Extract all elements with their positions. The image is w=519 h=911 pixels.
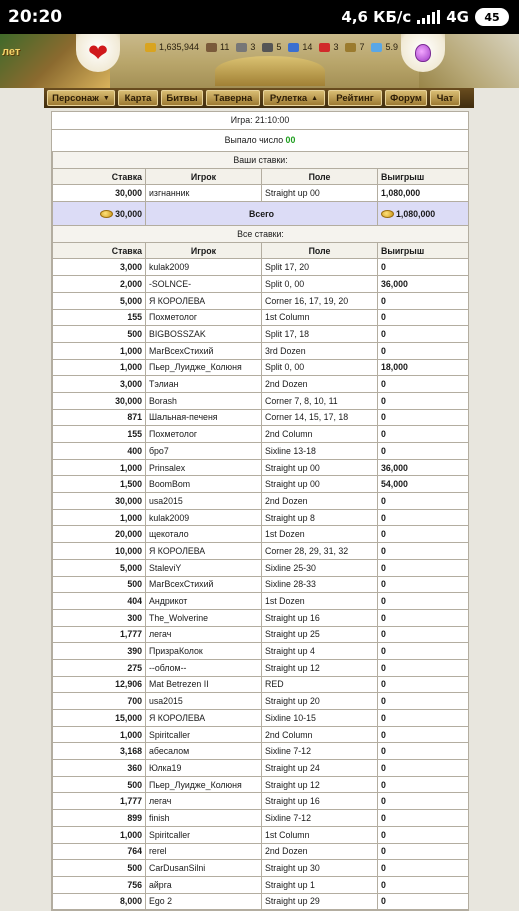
bet-field: 2nd Column [262,726,378,743]
column-header: Выигрыш [378,168,469,185]
table-row [53,843,469,860]
bet-field: Corner 7, 8, 10, 11 [262,392,378,409]
stat-value: 3 [333,42,339,52]
player-name[interactable]: МагВсехСтихий [146,342,262,359]
bet-amount: 15,000 [53,710,146,727]
stat-value: 7 [359,42,365,52]
win-amount: 0 [378,726,469,743]
health-button[interactable] [76,34,120,72]
table-row [53,710,469,727]
win-amount: 18,000 [378,359,469,376]
chain-icon [236,43,247,52]
win-amount: 36,000 [378,276,469,293]
win-amount: 36,000 [378,459,469,476]
total-win: 1,080,000 [396,208,436,219]
result-number: 00 [285,135,296,146]
table-row [53,743,469,760]
bet-field: 2nd Dozen [262,376,378,393]
bet-amount: 1,500 [53,476,146,493]
stat-value: 5.9 [385,42,398,52]
bet-amount: 5,000 [53,559,146,576]
bet-amount: 500 [53,860,146,877]
bet-field: 1st Column [262,309,378,326]
player-name[interactable]: Spiritcaller [146,826,262,843]
player-name[interactable]: BoomBom [146,476,262,493]
table-row [53,459,469,476]
bet-field: Straight up 00 [262,459,378,476]
player-name[interactable]: Тэлиан [146,376,262,393]
table-header-row [53,242,469,259]
result-line [52,129,468,151]
player-name[interactable]: The_Wolverine [146,609,262,626]
bet-amount: 3,000 [53,376,146,393]
player-name[interactable]: Похметолог [146,309,262,326]
win-amount: 0 [378,810,469,827]
win-amount: 1,080,000 [378,185,469,202]
bet-amount: 1,777 [53,793,146,810]
bet-field: Straight up 25 [262,626,378,643]
table-row [53,559,469,576]
nav-item[interactable] [206,90,260,106]
nav-item-label: Битвы [166,92,198,104]
bet-amount: 1,777 [53,626,146,643]
bet-amount: 155 [53,309,146,326]
total-row [53,202,469,226]
stat-value: 3 [250,42,256,52]
status-bar [0,0,519,34]
player-name[interactable]: StaleviY [146,559,262,576]
player-name[interactable]: легач [146,626,262,643]
bet-field: Straight up 00 [262,185,378,202]
player-name[interactable]: usa2015 [146,693,262,710]
player-name[interactable]: Шальная-печеня [146,409,262,426]
bet-field: Straight up 12 [262,659,378,676]
bet-field: Straight up 20 [262,693,378,710]
table-row [53,626,469,643]
dropdown-icon: ▼ [102,94,110,102]
nav-item[interactable] [47,90,115,106]
bet-amount: 899 [53,810,146,827]
win-amount: 0 [378,743,469,760]
player-name[interactable]: finish [146,810,262,827]
stat-value: 5 [276,42,282,52]
player-name[interactable]: BIGBOSSZAK [146,326,262,343]
main-nav [44,88,474,108]
result-label: Выпало число [224,135,284,146]
win-amount: 0 [378,626,469,643]
game-time: Игра: 21:10:00 [52,112,468,129]
column-header: Игрок [146,168,262,185]
win-amount: 0 [378,793,469,810]
bet-field: 3rd Dozen [262,342,378,359]
signal-icon [417,10,440,24]
player-name[interactable]: щекотало [146,526,262,543]
table-row [53,893,469,910]
flask-icon [288,43,299,52]
battery-level: 45 [484,10,500,24]
nav-item[interactable] [385,90,427,106]
bet-field: Corner 28, 29, 31, 32 [262,543,378,560]
stat-value: 14 [302,42,313,52]
nav-item-label: Рейтинг [336,92,374,104]
nav-item-label: Чат [436,92,454,104]
ruby-icon [319,43,330,52]
bet-field: 2nd Column [262,426,378,443]
bet-field: 2nd Dozen [262,843,378,860]
player-name[interactable]: Пьер_Луидже_Колюня [146,359,262,376]
win-amount: 0 [378,309,469,326]
bet-amount: 10,000 [53,543,146,560]
table-row [53,876,469,893]
table-row [53,726,469,743]
column-header: Поле [262,242,378,259]
table-row [53,776,469,793]
win-amount: 0 [378,893,469,910]
player-name[interactable]: CarDusanSilni [146,860,262,877]
bet-amount: 3,168 [53,743,146,760]
player-name[interactable]: Prinsalex [146,459,262,476]
bet-amount: 390 [53,643,146,660]
your-bets [53,152,469,169]
bet-amount: 1,000 [53,359,146,376]
bet-field: Straight up 12 [262,776,378,793]
table-row [53,509,469,526]
win-amount: 0 [378,326,469,343]
table-row [53,359,469,376]
bet-field: Split 0, 00 [262,276,378,293]
player-name[interactable]: Borash [146,392,262,409]
column-header: Поле [262,168,378,185]
win-amount: 0 [378,693,469,710]
table-row [53,185,469,202]
all-bets [53,226,469,243]
table-row [53,392,469,409]
table-header-row [53,168,469,185]
bet-amount: 500 [53,776,146,793]
table-row [53,309,469,326]
coin-icon [381,210,394,218]
bet-amount: 20,000 [53,526,146,543]
win-amount: 0 [378,576,469,593]
sphinx-ornament [215,56,325,86]
table-row [53,426,469,443]
table-row [53,593,469,610]
nav-item-label: Карта [124,92,152,104]
diamond-icon [371,43,382,52]
player-name[interactable]: rerel [146,843,262,860]
bet-amount: 1,000 [53,459,146,476]
player-name[interactable]: Spiritcaller [146,726,262,743]
column-header: Ставка [53,168,146,185]
nav-item[interactable] [118,90,158,106]
table-row [53,443,469,460]
bet-field: Corner 14, 15, 17, 18 [262,409,378,426]
bet-field: Straight up 8 [262,509,378,526]
win-amount: 0 [378,259,469,276]
network-type: 4G [446,8,469,26]
player-name[interactable]: Пьер_Луидже_Колюня [146,776,262,793]
status-time: 20:20 [8,7,63,27]
win-amount: 0 [378,659,469,676]
total-label: Всего [146,202,378,226]
dropdown-icon: ▲ [311,94,319,102]
bet-amount: 1,000 [53,509,146,526]
nav-item[interactable] [430,90,460,106]
player-name[interactable]: kulak2009 [146,259,262,276]
total-win-cell [378,202,469,226]
coin-icon [100,210,113,218]
player-name[interactable]: --облом-- [146,659,262,676]
player-name[interactable]: изгнанник [146,185,262,202]
table-row [53,526,469,543]
bet-amount: 300 [53,609,146,626]
win-amount: 0 [378,443,469,460]
player-name[interactable]: Mat Betrezen II [146,676,262,693]
bet-amount: 275 [53,659,146,676]
nav-item[interactable] [161,90,203,106]
battery-icon [475,8,509,26]
table-row [53,659,469,676]
win-amount: 0 [378,593,469,610]
win-amount: 54,000 [378,476,469,493]
win-amount: 0 [378,760,469,777]
resource-stats [145,42,402,52]
nav-item-label: Персонаж [52,92,99,104]
table-row [53,376,469,393]
table-row [53,676,469,693]
bet-field: 1st Dozen [262,593,378,610]
win-amount: 0 [378,426,469,443]
game-info [52,112,468,151]
bet-amount: 700 [53,693,146,710]
bet-field: Straight up 4 [262,643,378,660]
player-name[interactable]: kulak2009 [146,509,262,526]
bet-field: Sixline 25-30 [262,559,378,576]
network-speed: 4,6 КБ/с [341,8,412,26]
bet-field: Sixline 28-33 [262,576,378,593]
player-name[interactable]: Я КОРОЛЕВА [146,292,262,309]
player-name[interactable]: Юлка19 [146,760,262,777]
table-row [53,793,469,810]
player-name[interactable]: айрга [146,876,262,893]
bet-amount: 400 [53,443,146,460]
bet-amount: 1,000 [53,826,146,843]
player-name[interactable]: Я КОРОЛЕВА [146,543,262,560]
table-row [53,760,469,777]
table-row [53,409,469,426]
win-amount: 0 [378,526,469,543]
bet-field: Straight up 16 [262,793,378,810]
win-amount: 0 [378,509,469,526]
win-amount: 0 [378,776,469,793]
game-header [0,34,519,88]
column-header: Выигрыш [378,242,469,259]
win-amount: 0 [378,843,469,860]
bet-amount: 404 [53,593,146,610]
bet-field: Straight up 1 [262,876,378,893]
all-bets-title: Все ставки: [53,226,469,243]
bet-amount: 30,000 [53,392,146,409]
bet-field: RED [262,676,378,693]
bet-field: Split 17, 20 [262,259,378,276]
player-name[interactable]: Похметолог [146,426,262,443]
bet-field: Sixline 7-12 [262,743,378,760]
bet-field: 2nd Dozen [262,493,378,510]
stat-value: 11 [220,42,230,52]
bet-amount: 30,000 [53,493,146,510]
table-row [53,292,469,309]
bet-field: 1st Column [262,826,378,843]
bet-field: Straight up 29 [262,893,378,910]
column-header: Игрок [146,242,262,259]
table-row [53,493,469,510]
nav-item-label: Таверна [213,92,253,104]
potion-icon [415,44,431,62]
bet-field: Straight up 16 [262,609,378,626]
bet-amount: 155 [53,426,146,443]
player-name[interactable]: Я КОРОЛЕВА [146,710,262,727]
column-header: Ставка [53,242,146,259]
table-row [53,476,469,493]
table-row [53,643,469,660]
table-row [53,276,469,293]
win-amount: 0 [378,543,469,560]
pickaxe-icon [345,43,356,52]
bet-amount: 756 [53,876,146,893]
player-name[interactable]: легач [146,793,262,810]
bet-field: Sixline 7-12 [262,810,378,827]
bet-amount: 2,000 [53,276,146,293]
bet-amount: 360 [53,760,146,777]
bet-field: Sixline 10-15 [262,710,378,727]
win-amount: 0 [378,392,469,409]
win-amount: 0 [378,643,469,660]
game-logo[interactable]: лет [2,46,21,58]
bet-amount: 764 [53,843,146,860]
bet-field: Corner 16, 17, 19, 20 [262,292,378,309]
bet-amount: 500 [53,576,146,593]
bet-field: Split 0, 00 [262,359,378,376]
win-amount: 0 [378,493,469,510]
table-row [53,576,469,593]
win-amount: 0 [378,342,469,359]
table-row [53,860,469,877]
your-bets-title: Ваши ставки: [53,152,469,169]
nav-item-label: Рулетка [269,92,308,104]
nav-item-label: Форум [390,92,422,104]
player-name[interactable]: абесалом [146,743,262,760]
win-amount: 0 [378,409,469,426]
bet-amount: 8,000 [53,893,146,910]
win-amount: 0 [378,710,469,727]
bet-field: Sixline 13-18 [262,443,378,460]
player-name[interactable]: Ego 2 [146,893,262,910]
player-name[interactable]: Андрикот [146,593,262,610]
status-indicators [341,8,509,26]
nav-item[interactable] [328,90,382,106]
player-name[interactable]: бро7 [146,443,262,460]
roulette-results-panel [51,111,469,911]
gear-icon [262,43,273,52]
win-amount: 0 [378,876,469,893]
bet-amount: 3,000 [53,259,146,276]
bet-field: 1st Dozen [262,526,378,543]
table-row [53,342,469,359]
bet-amount: 500 [53,326,146,343]
boots-icon [206,43,217,52]
bet-amount: 1,000 [53,342,146,359]
table-row [53,810,469,827]
win-amount: 0 [378,826,469,843]
player-name[interactable]: -SOLNCE- [146,276,262,293]
player-name[interactable]: МагВсехСтихий [146,576,262,593]
bet-field: Straight up 00 [262,476,378,493]
table-row [53,259,469,276]
bet-amount: 1,000 [53,726,146,743]
table-row [53,826,469,843]
table-row [53,693,469,710]
table-row [53,543,469,560]
nav-item[interactable] [263,90,325,106]
win-amount: 0 [378,860,469,877]
win-amount: 0 [378,676,469,693]
win-amount: 0 [378,376,469,393]
total-bet: 30,000 [115,208,142,219]
bet-amount: 871 [53,409,146,426]
bet-amount: 12,906 [53,676,146,693]
bet-field: Straight up 30 [262,860,378,877]
win-amount: 0 [378,609,469,626]
bet-field: Straight up 24 [262,760,378,777]
player-name[interactable]: usa2015 [146,493,262,510]
heart-icon: ❤ [87,39,109,67]
player-name[interactable]: ПризраКолок [146,643,262,660]
bet-amount: 30,000 [53,185,146,202]
bets-table [52,151,469,910]
table-row [53,326,469,343]
win-amount: 0 [378,292,469,309]
gold-icon [145,43,156,52]
total-bet-cell [53,202,146,226]
bet-amount: 5,000 [53,292,146,309]
bet-field: Split 17, 18 [262,326,378,343]
stat-value: 1,635,944 [159,42,200,52]
win-amount: 0 [378,559,469,576]
table-row [53,609,469,626]
